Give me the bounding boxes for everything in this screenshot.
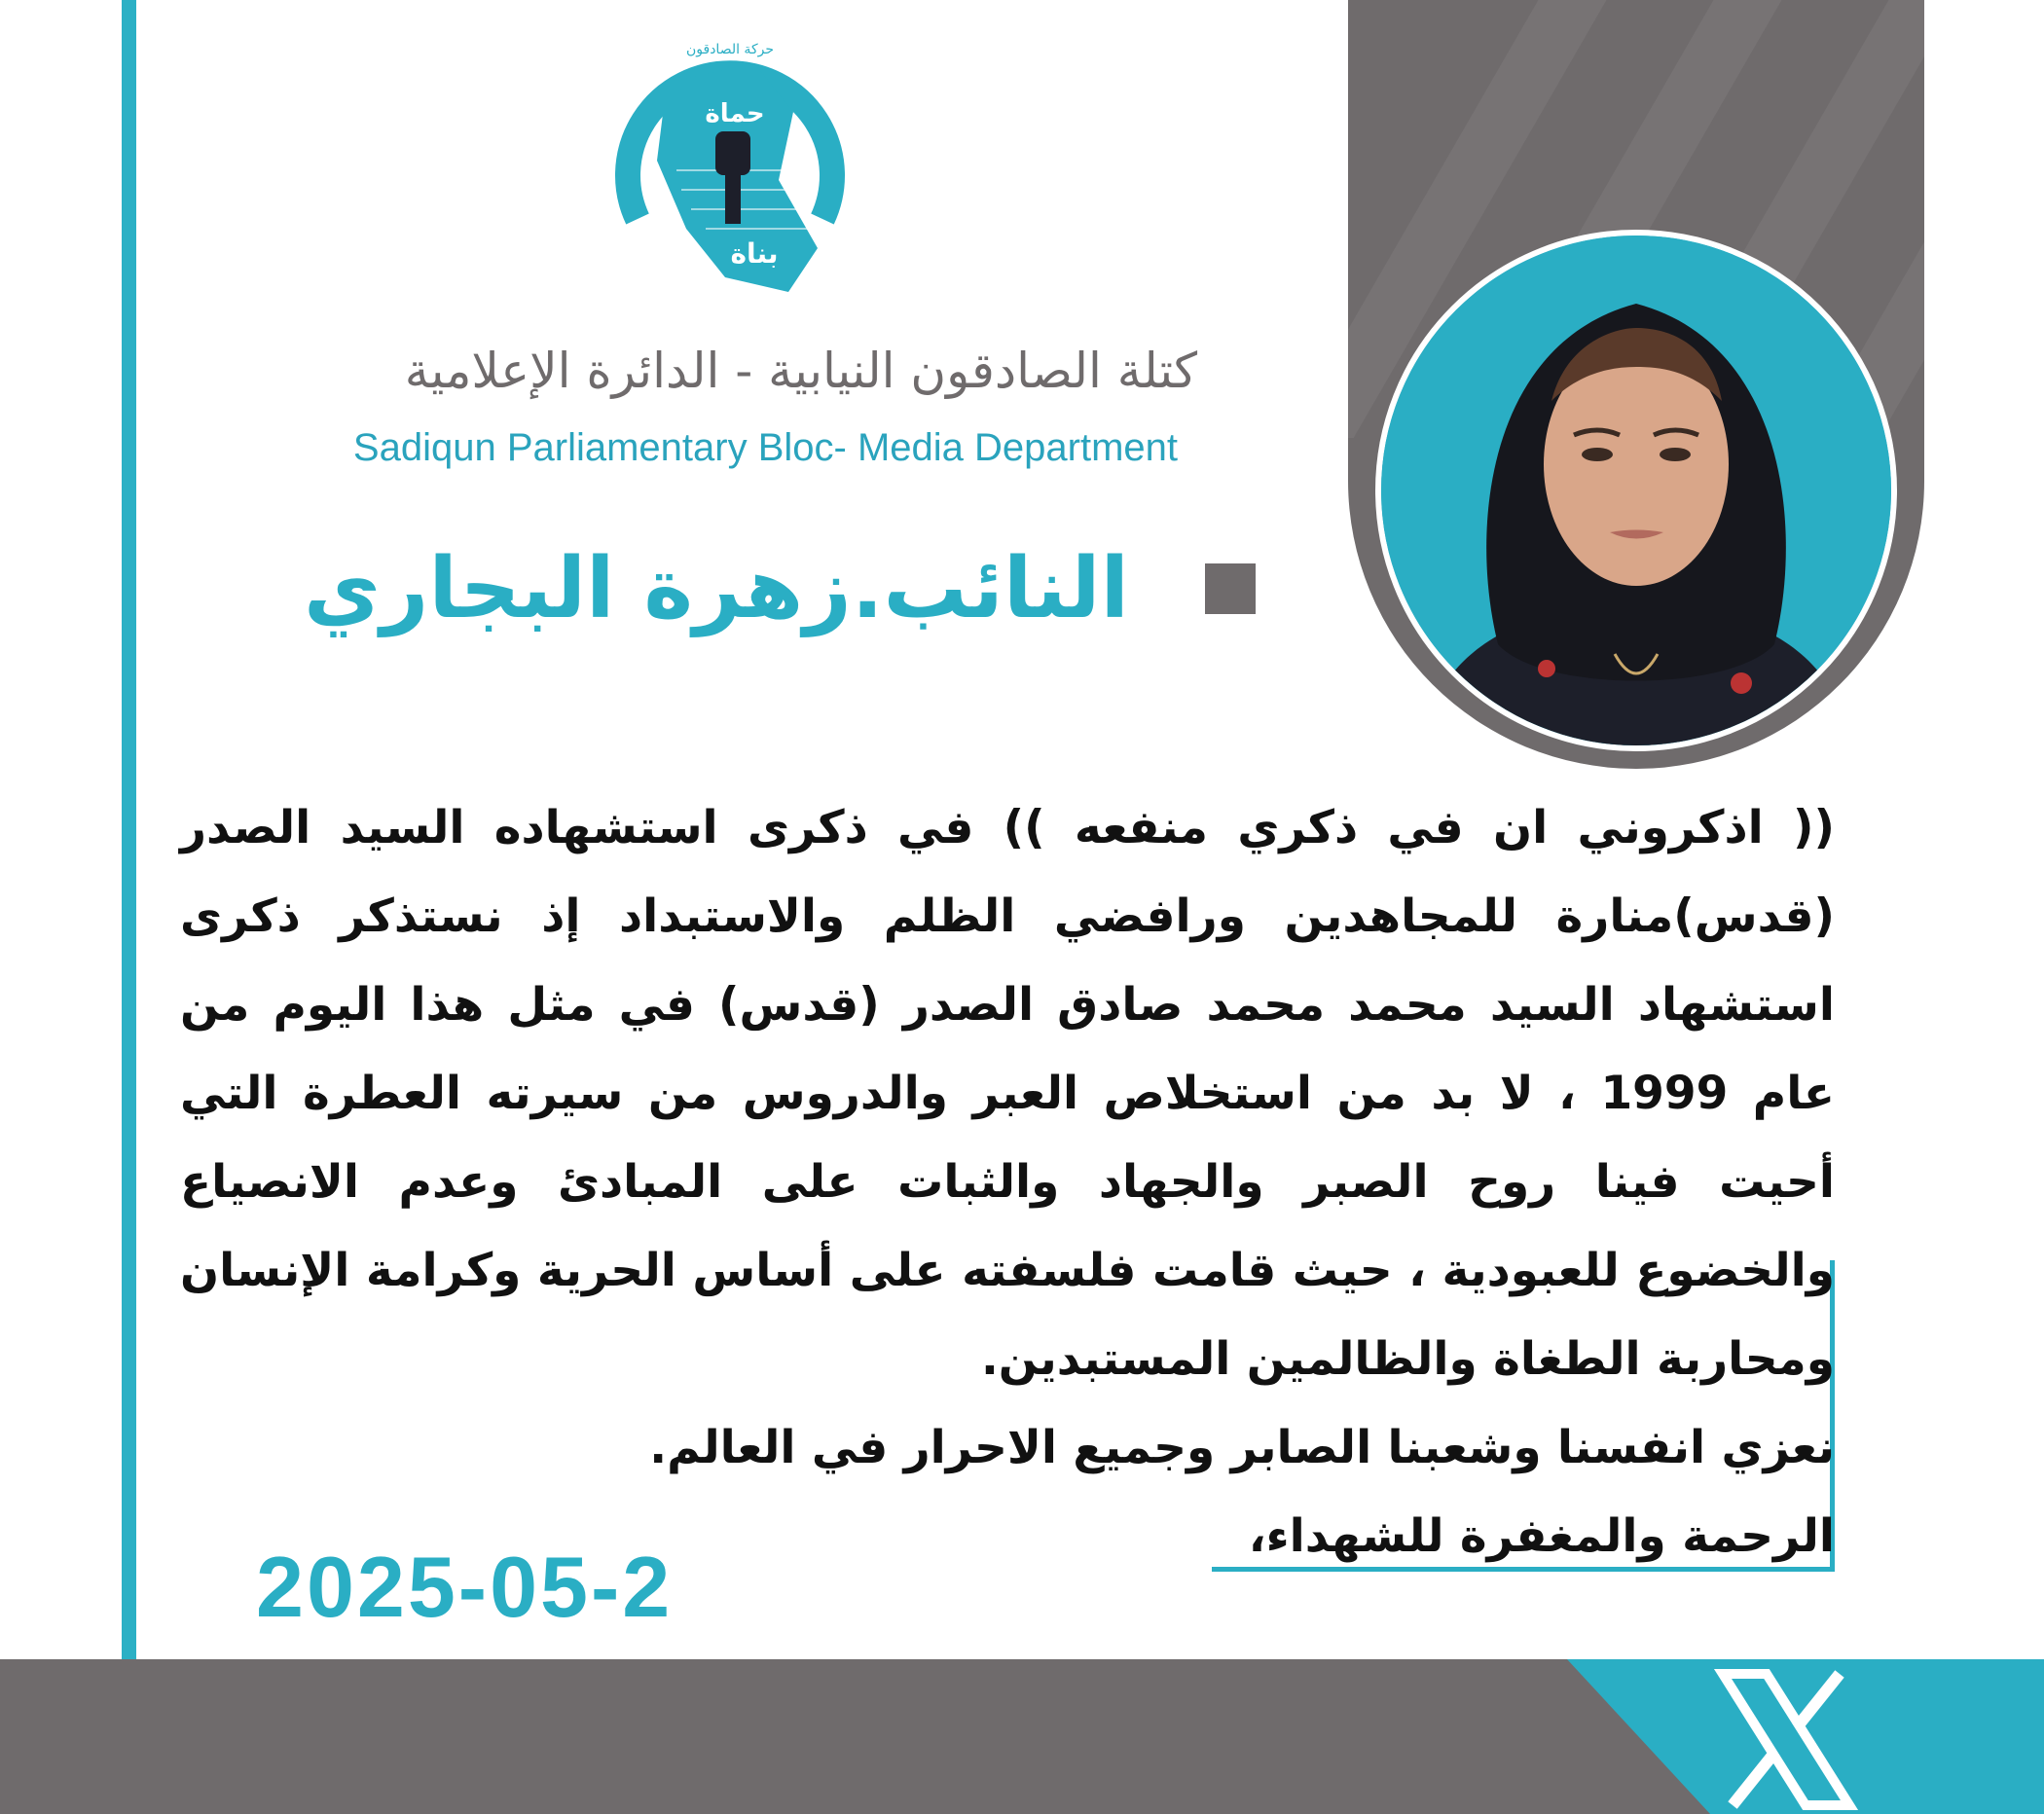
bloc-title-arabic: كتلة الصادقون النيابية - الدائرة الإعلامية [404,343,1197,399]
statement-closing: الرحمة والمغفرة للشهداء، [1248,1509,1835,1563]
portrait-photo [1375,230,1897,751]
statement-paragraph: (( اذكروني ان في ذكري منفعه )) في ذكرى استشهاده السيد الصدر (قدس)منارة للمجاهدين ورافضي الظلم والاستبداد إذ نستذكر ذكرى استشهاد السيد محمد محمد صادق الصدر (قدس) في مثل هذا اليوم من عام 1999 ، لا بد من استخلاص العبر والدروس من سيرته العطرة التي أحيت فينا روح الصبر والجهاد والثبات على المبادئ وعدم الانصياع والخضوع للعبودية ، حيث قامت فلسفته على أساس الحرية وكرامة الإنسان ومحاربة الطغاة والظالمين المستبدين. [180,801,1835,1386]
name-row [292,530,1256,647]
x-logo-icon[interactable] [1713,1669,1859,1810]
mp-name: النائب.زهرة البجاري [304,540,1129,637]
bloc-title-english: Sadiqun Parliamentary Bloc- Media Department [352,426,1178,469]
statement-condolence: نعزي انفسنا وشعبنا الصابر وجميع الاحرار في العالم. [649,1421,1835,1474]
bloc-logo [608,24,852,297]
statement-date: 2025-05-2 [256,1539,674,1635]
name-marker-square [1205,563,1256,614]
logo-word-bottom: بناة [730,237,779,270]
logo-word-top: حماة [705,99,765,128]
left-accent-bar [122,0,136,1659]
statement-body [180,783,1835,1580]
logo-arc-text: حركة الصادقون [685,42,775,57]
